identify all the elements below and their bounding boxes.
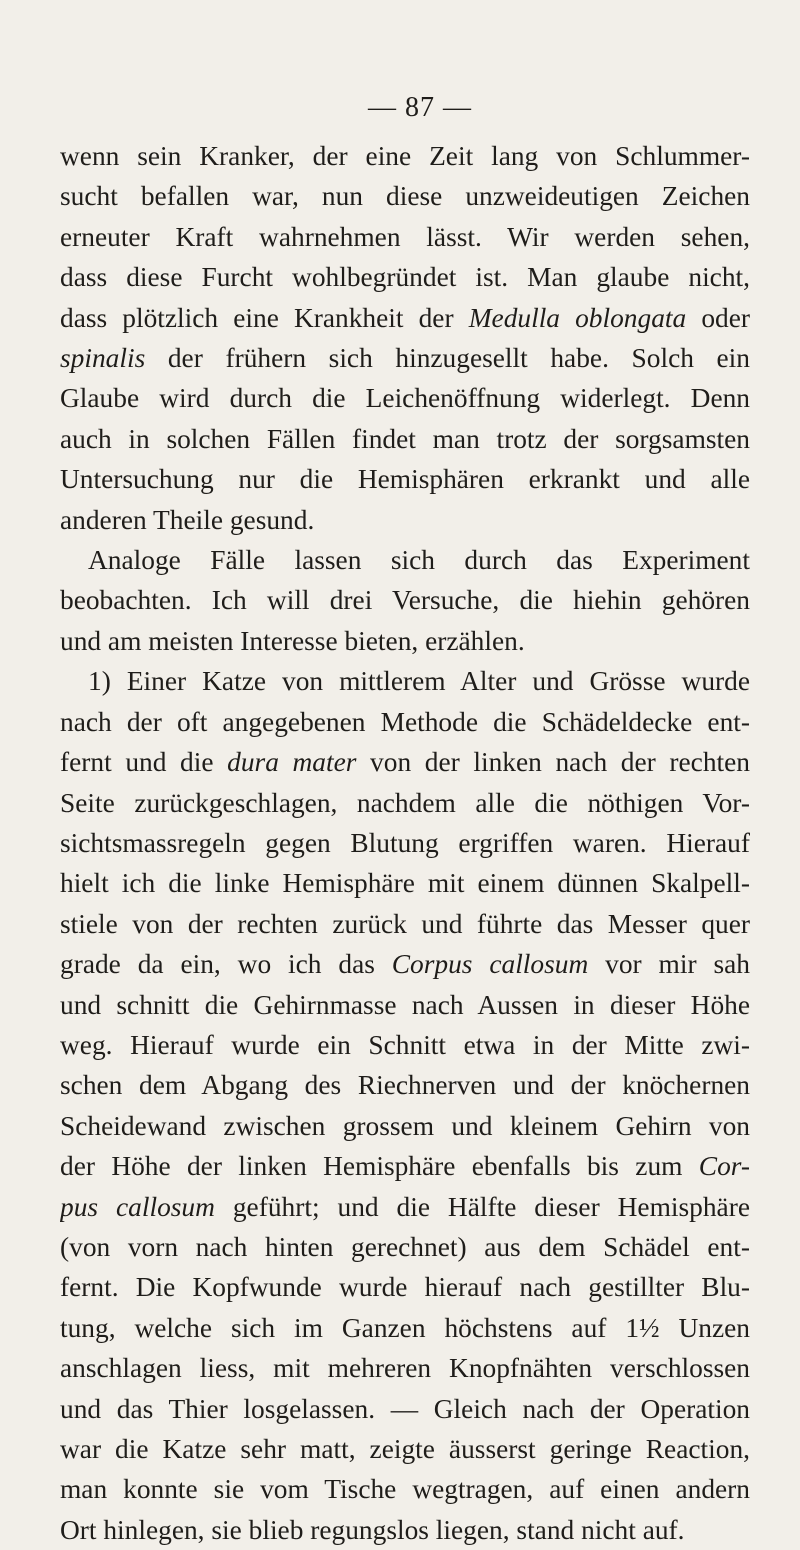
text-line: [60, 702, 750, 742]
text-segment: Ort hinlegen, sie blieb regungslos liegen, stand nicht auf.: [60, 1514, 685, 1545]
italic-term: spinalis: [60, 343, 146, 374]
text-segment: anschlagen liess, mit mehreren Knopfnähten verschlossen: [60, 1353, 750, 1384]
italic-term: pus callosum: [60, 1191, 215, 1222]
text-segment: Analoge Fälle lassen sich durch das Experiment: [88, 545, 750, 576]
text-line: [60, 1065, 750, 1105]
text-line: [60, 580, 750, 620]
text-line: [60, 783, 750, 823]
text-line: [60, 1025, 750, 1065]
text-segment: grade da ein, wo ich das: [60, 949, 392, 980]
text-line: [60, 176, 750, 216]
text-segment: sichtsmassregeln gegen Blutung ergriffen waren. Hierauf: [60, 827, 750, 858]
italic-term: Medulla oblongata: [468, 302, 687, 333]
text-line: [60, 1308, 750, 1348]
text-segment: und schnitt die Gehirnmasse nach Aussen in dieser Höhe: [60, 989, 750, 1020]
text-segment: Seite zurückgeschlagen, nachdem alle die nöthigen Vor-: [60, 787, 750, 818]
text-line: [60, 500, 750, 540]
text-segment: von der linken nach der rechten: [356, 747, 750, 778]
text-segment: und am meisten Interesse bieten, erzählen.: [60, 625, 525, 656]
text-segment: schen dem Abgang des Riechnerven und der knöchernen: [60, 1070, 750, 1101]
text-segment: dass diese Furcht wohlbegründet ist. Man glaube nicht,: [60, 262, 750, 293]
text-segment: sucht befallen war, nun diese unzweideutigen Zeichen: [60, 181, 750, 212]
text-segment: weg. Hierauf wurde ein Schnitt etwa in der Mitte zwi-: [60, 1029, 750, 1060]
body-text: [60, 136, 750, 1550]
text-segment: geführt; und die Hälfte dieser Hemisphäre: [214, 1191, 750, 1222]
text-line: [60, 1348, 750, 1388]
text-segment: war die Katze sehr matt, zeigte äusserst geringe Reaction,: [60, 1434, 750, 1464]
text-segment: dass plötzlich eine Krankheit der: [60, 302, 469, 333]
text-segment: fernt. Die Kopfwunde wurde hierauf nach gestillter Blu-: [60, 1272, 750, 1303]
text-line: [60, 661, 750, 701]
text-line: [60, 1429, 750, 1469]
text-segment: man konnte sie vom Tische wegtragen, auf einen andern: [60, 1474, 750, 1505]
text-line: [60, 742, 750, 782]
text-line: [60, 944, 750, 984]
text-segment: der frühern sich hinzugesellt habe. Solch ein: [145, 343, 750, 374]
text-line: [60, 378, 750, 418]
text-line: [60, 540, 750, 580]
italic-term: Cor-: [698, 1151, 750, 1182]
text-line: [60, 863, 750, 903]
text-line: [60, 1106, 750, 1146]
text-line: [60, 1146, 750, 1186]
text-segment: wenn sein Kranker, der eine Zeit lang von Schlummer-: [60, 141, 750, 171]
text-segment: beobachten. Ich will drei Versuche, die hiehin gehören: [60, 585, 750, 616]
text-segment: Scheidewand zwischen grossem und kleinem Gehirn von: [60, 1110, 750, 1141]
text-line: [60, 338, 750, 378]
text-segment: Untersuchung nur die Hemisphären erkrankt und alle: [60, 464, 750, 495]
text-line: [60, 1227, 750, 1267]
text-segment: tung, welche sich im Ganzen höchstens auf 1½ Unzen: [60, 1312, 750, 1343]
text-segment: nach der oft angegebenen Methode die Schädeldecke ent-: [60, 706, 750, 737]
text-line: [60, 1389, 750, 1429]
text-segment: erneuter Kraft wahrnehmen lässt. Wir werden sehen,: [60, 221, 750, 252]
page-number-header: — 87 —: [368, 92, 472, 123]
text-line: [60, 1510, 750, 1550]
text-line: [60, 459, 750, 499]
text-line: [60, 217, 750, 257]
text-line: [60, 823, 750, 863]
text-line: [60, 1187, 750, 1227]
text-segment: fernt und die: [60, 747, 228, 778]
italic-term: dura mater: [227, 747, 357, 778]
text-segment: (von vorn nach hinten gerechnet) aus dem Schädel ent-: [60, 1231, 750, 1262]
text-line: [60, 257, 750, 297]
text-segment: auch in solchen Fällen findet man trotz der sorgsamsten: [60, 423, 750, 454]
text-line: [60, 904, 750, 944]
text-line: [60, 419, 750, 459]
text-line: [60, 1469, 750, 1509]
text-segment: 1) Einer Katze von mittlerem Alter und Grösse wurde: [88, 666, 750, 697]
text-segment: Glaube wird durch die Leichenöffnung widerlegt. Denn: [60, 383, 750, 414]
italic-term: Corpus callosum: [391, 949, 589, 980]
text-segment: anderen Theile gesund.: [60, 504, 315, 535]
text-segment: oder: [686, 302, 750, 333]
text-segment: stiele von der rechten zurück und führte das Messer quer: [60, 908, 750, 939]
text-line: [60, 136, 750, 176]
text-line: [60, 985, 750, 1025]
text-segment: und das Thier losgelassen. — Gleich nach der Operation: [60, 1393, 750, 1424]
text-line: [60, 621, 750, 661]
text-segment: hielt ich die linke Hemisphäre mit einem dünnen Skalpell-: [60, 868, 750, 899]
text-segment: vor mir sah: [588, 949, 750, 980]
text-line: [60, 1267, 750, 1307]
text-line: [60, 298, 750, 338]
text-segment: der Höhe der linken Hemisphäre ebenfalls bis zum: [60, 1151, 699, 1182]
